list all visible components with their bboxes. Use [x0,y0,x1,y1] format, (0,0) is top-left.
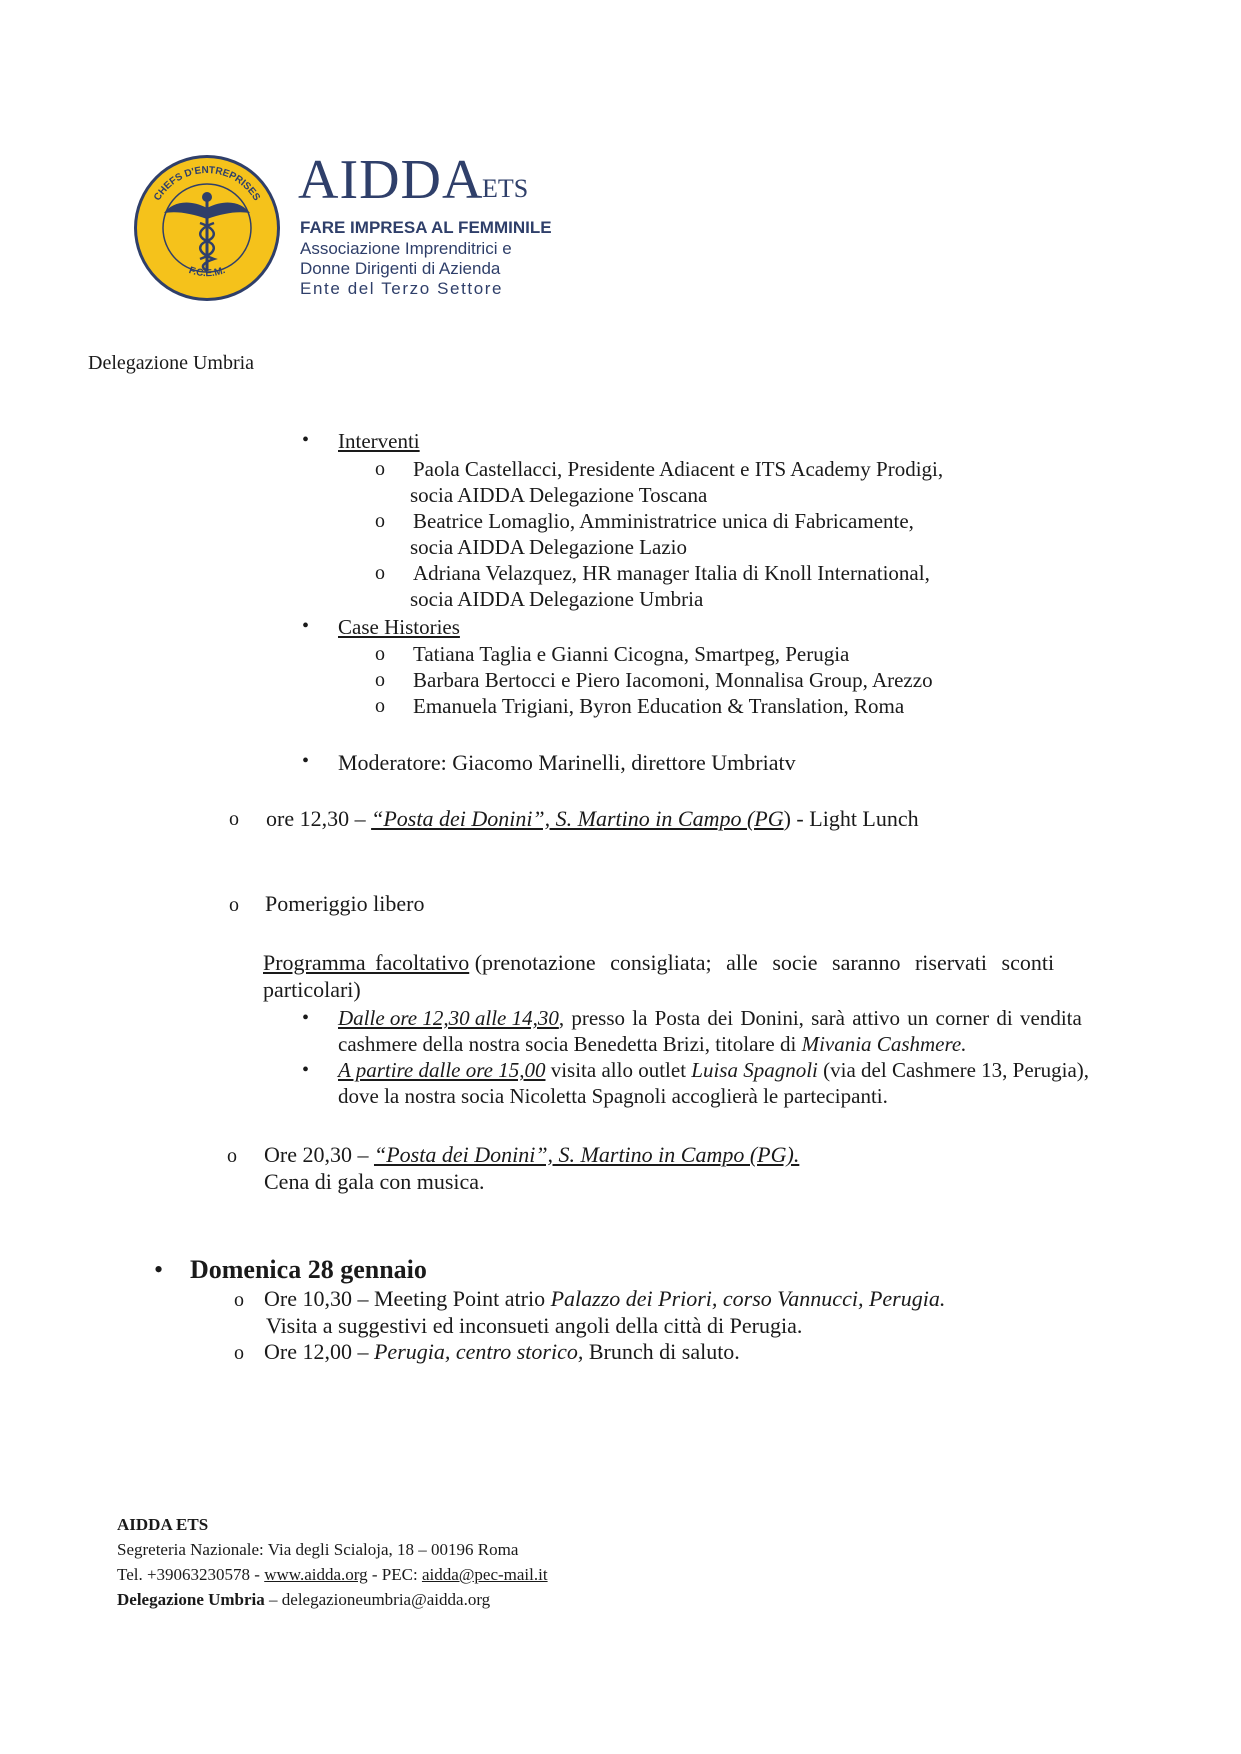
seal-top-text: CHEFS D'ENTREPRISES [152,164,262,203]
bullet: • [154,1255,164,1284]
domenica-heading: Domenica 28 gennaio [190,1255,427,1284]
seal-bottom-text: F.C.E.M. [187,265,227,280]
case-history-1: Tatiana Taglia e Gianni Cicogna, Smartpeg, Perugia [413,642,850,666]
cena-place: “Posta dei Donini”, S. Martino in Campo (PG). [373,1142,800,1167]
footer-delegation [117,1590,490,1610]
programma-item-2-rest-c: (via del Cashmere 13, Perugia), [817,1058,1090,1082]
intervento-1-line2: socia AIDDA Delegazione Toscana [410,483,708,507]
intervento-2-line2: socia AIDDA Delegazione Lazio [410,535,687,559]
domenica-item-2-place: Perugia, centro storico, [373,1339,584,1364]
delegation-heading: Delegazione Umbria [88,352,255,374]
lunch-rest: ) - Light Lunch [783,806,919,831]
case-histories-label: Case Histories [338,615,460,639]
bullet: • [302,1059,310,1081]
footer-org: AIDDA ETS [117,1515,209,1534]
circle-bullet: o [375,695,385,717]
bullet: • [302,429,310,451]
footer-tel: Tel. +39063230578 - [117,1565,265,1584]
brand-name: AIDDA [298,149,484,211]
intervento-3-line2: socia AIDDA Delegazione Umbria [410,587,704,611]
circle-bullet: o [375,669,385,691]
footer-pec-link[interactable]: aidda@pec-mail.it [421,1565,548,1584]
programma-line1 [263,950,1156,976]
case-history-2: Barbara Bertocci e Piero Iacomoni, Monnalisa Group, Arezzo [413,668,933,692]
brand-suffix: ETS [482,174,529,203]
cena-time: Ore 20,30 – [264,1142,369,1167]
brand-line-2: Donne Dirigenti di Azienda [300,259,501,278]
programma-item-1-line1 [338,1006,1158,1031]
footer-website-link[interactable]: www.aidda.org [264,1565,368,1584]
brand-line-1: Associazione Imprenditrici e [300,239,512,258]
case-history-3: Emanuela Trigiani, Byron Education & Translation, Roma [413,694,905,718]
bullet: • [302,615,310,637]
lunch-place: “Posta dei Donini”, S. Martino in Campo (PG [371,806,784,831]
programma-item-1-rest: , presso la Posta dei Donini, sarà attivo un corner di vendita [558,1006,1082,1030]
fcem-seal-logo [132,153,282,303]
programma-item-2-line1 [338,1058,1089,1083]
domenica-item-2 [264,1339,740,1365]
brand-tagline: FARE IMPRESA AL FEMMINILE [300,218,552,237]
moderatore: Moderatore: Giacomo Marinelli, direttore Umbriatv [338,750,796,775]
domenica-item-1-line1 [264,1286,945,1312]
programma-item-2-rest-a: visita allo outlet [545,1058,692,1082]
programma-item-1-lead: Dalle ore 12,30 alle 14,30 [338,1006,559,1030]
circle-bullet: o [229,894,239,916]
programma-item-1-line2b: Mivania Cashmere. [801,1032,967,1056]
domenica-item-1-line2: Visita a suggestivi ed inconsueti angoli della città di Perugia. [266,1313,803,1338]
programma-item-1-line2a: cashmere della nostra socia Benedetta Brizi, titolare di [338,1032,802,1056]
circle-bullet: o [229,808,239,830]
brand-line-3: Ente del Terzo Settore [300,279,504,298]
programma-label: Programma facoltativo [263,950,470,975]
programma-item-1-line2 [338,1032,966,1057]
domenica-item-1-place: Palazzo dei Priori, corso Vannucci, Perugia. [550,1286,946,1311]
cena-line2: Cena di gala con musica. [264,1169,485,1194]
intervento-1-line1: Paola Castellacci, Presidente Adiacent e ITS Academy Prodigi, [413,457,944,481]
interventi-label: Interventi [338,429,420,453]
programma-item-2-lead: A partire dalle ore 15,00 [338,1058,546,1082]
domenica-item-2-time: Ore 12,00 – [264,1339,374,1364]
circle-bullet: o [375,643,385,665]
intervento-2-line1: Beatrice Lomaglio, Amministratrice unica di Fabricamente, [413,509,914,533]
footer-contacts [117,1565,548,1585]
circle-bullet: o [227,1145,237,1167]
intervento-3-line1: Adriana Velazquez, HR manager Italia di Knoll International, [413,561,930,585]
footer-delegation-label: Delegazione Umbria [117,1590,265,1609]
circle-bullet: o [234,1289,244,1311]
programma-item-2-rest-b: Luisa Spagnoli [691,1058,818,1082]
circle-bullet: o [375,562,385,584]
programma-line2: particolari) [263,977,361,1002]
bullet: • [302,1007,310,1029]
lunch-line [266,806,919,832]
bullet: • [302,750,310,772]
circle-bullet: o [375,510,385,532]
footer-delegation-email: – delegazioneumbria@aidda.org [264,1590,491,1609]
footer-address: Segreteria Nazionale: Via degli Scialoja, 18 – 00196 Roma [117,1540,519,1559]
programma-item-2-line2: dove la nostra socia Nicoletta Spagnoli accoglierà le partecipanti. [338,1084,888,1108]
programma-text: (prenotazione consigliata; alle socie saranno riservati sconti [474,950,1055,975]
lunch-time: ore 12,30 – [266,806,366,831]
circle-bullet: o [375,458,385,480]
domenica-item-2-rest: Brunch di saluto. [583,1339,740,1364]
circle-bullet: o [234,1342,244,1364]
cena-line1 [264,1142,799,1168]
domenica-item-1-time: Ore 10,30 – Meeting Point atrio [264,1286,551,1311]
pomeriggio-libero: Pomeriggio libero [265,891,425,916]
footer-pec-label: - PEC: [367,1565,422,1584]
